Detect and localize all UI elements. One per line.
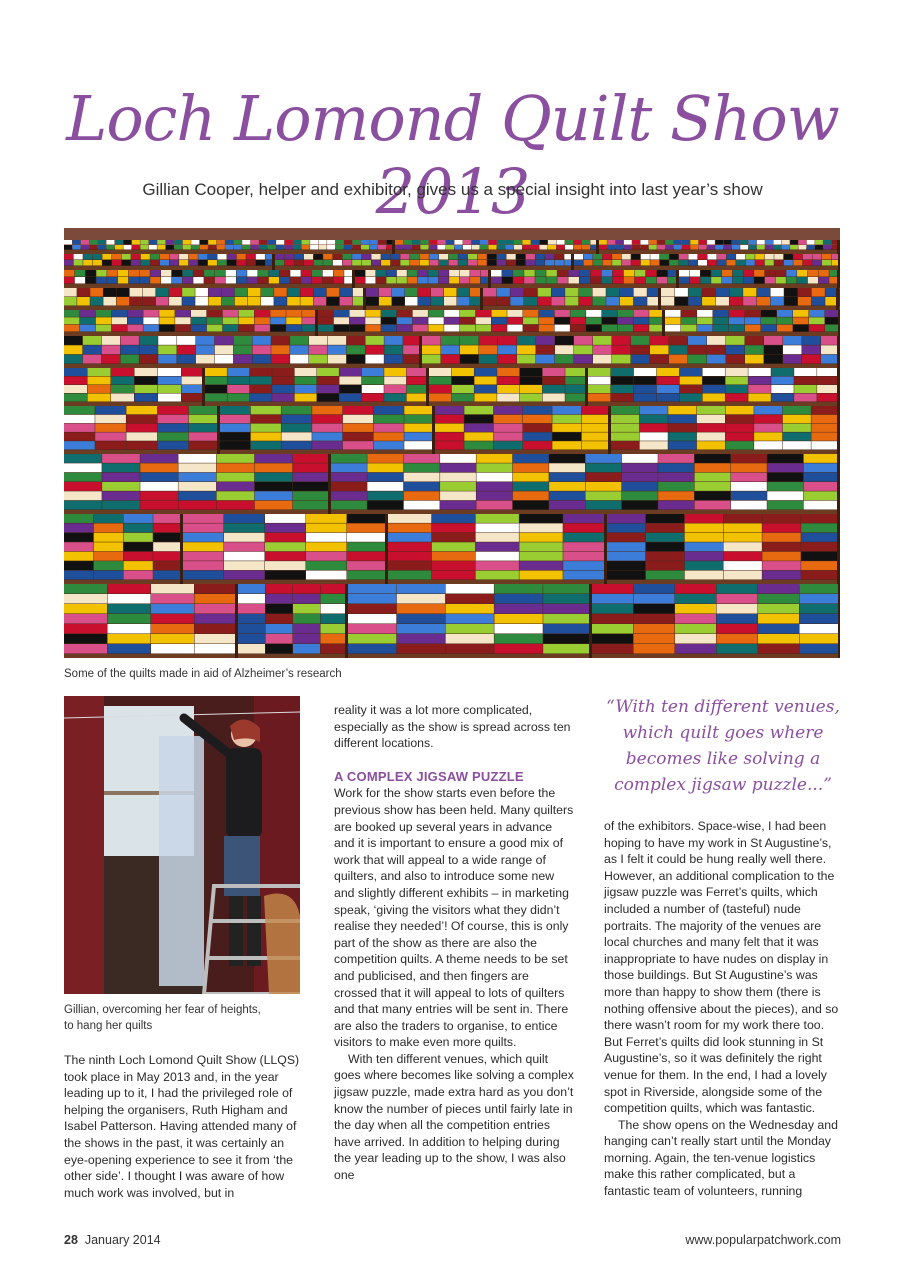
gillian-photo-caption — [64, 1002, 300, 1034]
gillian-photo — [64, 696, 300, 994]
article-subtitle: Gillian Cooper, helper and exhibitor, gives us a special insight into last year’s show — [142, 180, 763, 199]
paragraph: The show opens on the Wednesday and hanging can’t really start until the Monday morning. Again, the ten-venue logistics make this rather complicated, but a fantastic team of volunteers, running — [604, 1117, 838, 1199]
issue-date: January 2014 — [84, 1233, 161, 1247]
paragraph: Work for the show starts even before the previous show has been held. Many quilters are booked up several years in advance and it is important to ensure a good mix of work that will appeal to a wide range of quilters, and also to introduce some new and slightly different exhibits – in marketing speak, ‘giving the visitors what they didn’t realise they needed’! Of course, this is only part of the show as there are also the competition quilts. A theme needs to be set and publicised, and then fingers are crossed that it will appeal to lots of quilters and that many entries will be sent in. There are also the traders to organise, to entice visitors to make even more quilts. — [334, 786, 574, 1050]
gillian-illustration — [64, 696, 300, 994]
paragraph: The ninth Loch Lomond Quilt Show (LLQS) took place in May 2013 and, in the year leading up to it, I had the privileged role of helping the organisers, Ruth Higham and Isabel Patterson. Having attended many of the shows in the past, it was certainly an eye-opening experience to see it from ‘the other side’. I thought I was aware of how much work was involved, but in — [64, 1053, 300, 1200]
article-column-3 — [604, 818, 842, 1200]
article-column-2 — [334, 702, 574, 1184]
footer-website[interactable]: www.popularpatchwork.com — [685, 1233, 841, 1247]
paragraph: With ten different venues, which quilt goes where becomes like solving a complex jigsaw puzzle, made extra hard as you don’t know the number of pieces until fairly late in the day when all the competition entries have arrived. In addition to helping during the year leading up to the show, I was also one — [334, 1051, 574, 1183]
quilts-photo-caption: Some of the quilts made in aid of Alzheimer’s research — [64, 668, 342, 680]
article-title: Loch Lomond Quilt Show 2013 — [66, 82, 839, 228]
quilts-photo — [64, 228, 840, 658]
paragraph: of the exhibitors. Space-wise, I had been hoping to have my work in St Augustine’s, as I felt it could be hung really well there. However, an additional complication to the jigsaw puzzle was Ferret’s quilts, which included a number of (tasteful) nude portraits. The majority of the venues are local churches and many felt that it was inappropriate to have nudes on display in those buildings. But St Augustine’s was more than happy to show them (there is nothing offensive about the pieces), and so there wasn’t room for my work there too. But Ferret’s quilts did look stunning in St Augustine’s, so it was definitely the right venue for them. In the end, I had a lovely spot in Riverside, alongside some of the competition quilts, which was fantastic. — [604, 819, 839, 1116]
caption-line: to hang her quilts — [64, 1020, 153, 1032]
section-heading: A COMPLEX JIGSAW PUZZLE — [334, 768, 524, 784]
article-column-1 — [64, 1052, 302, 1201]
footer-issue — [64, 1233, 161, 1247]
paragraph: reality it was a lot more complicated, especially as the show is spread across ten different locations. — [334, 703, 571, 751]
quilts-illustration — [64, 228, 840, 658]
page-number: 28 — [64, 1233, 78, 1247]
pull-quote: “With ten different venues, which quilt goes where becomes like solving a complex jigsaw puzzle...” — [606, 697, 840, 795]
caption-line: Gillian, overcoming her fear of heights, — [64, 1004, 261, 1016]
